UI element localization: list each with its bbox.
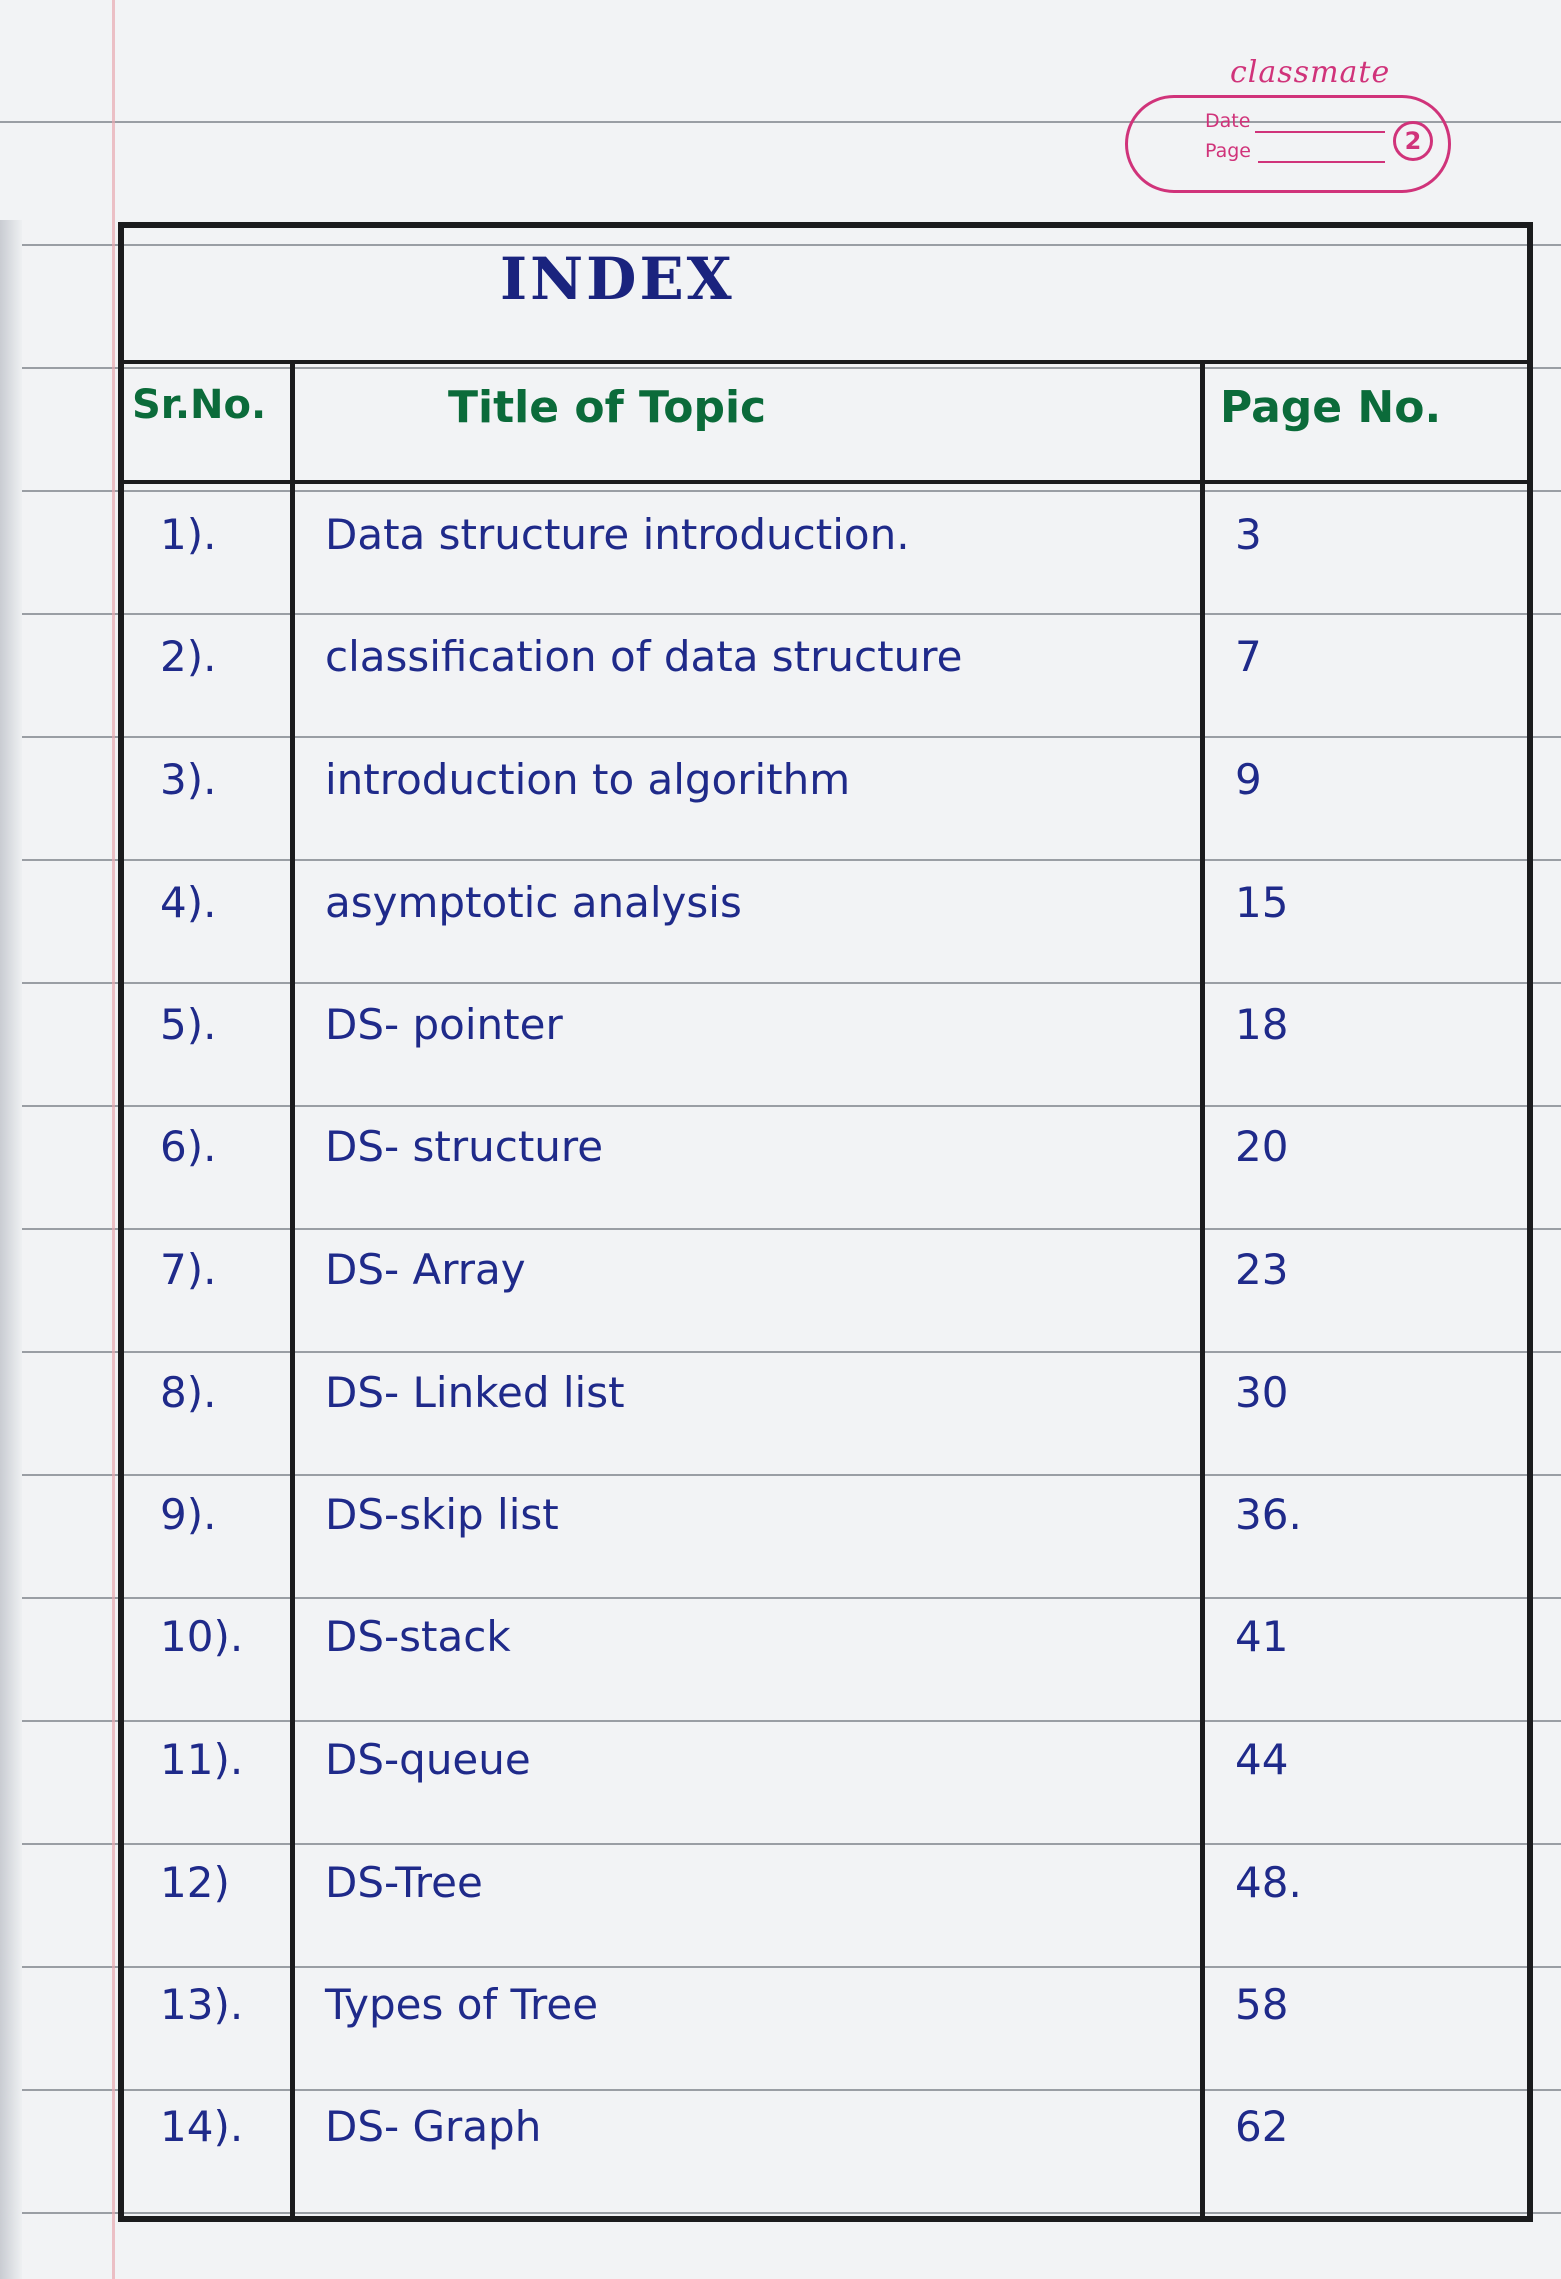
row-title: asymptotic analysis — [325, 878, 742, 927]
row-page: 41 — [1235, 1612, 1289, 1661]
page-number: 2 — [1393, 121, 1433, 161]
title-divider — [120, 360, 1532, 364]
row-title: Types of Tree — [325, 1980, 599, 2029]
row-page: 9 — [1235, 755, 1262, 804]
date-label: Date — [1205, 110, 1251, 132]
row-page: 58 — [1235, 1980, 1289, 2029]
column-header-title: Title of Topic — [448, 382, 767, 433]
row-sr: 6). — [160, 1122, 217, 1171]
header-divider — [120, 480, 1532, 484]
row-sr: 2). — [160, 632, 217, 681]
row-page: 7 — [1235, 632, 1262, 681]
row-sr: 8). — [160, 1368, 217, 1417]
page-label: Page — [1205, 140, 1251, 162]
row-title: DS- Graph — [325, 2102, 542, 2151]
margin-line — [112, 0, 115, 2279]
row-title: DS- structure — [325, 1122, 604, 1171]
page-title: INDEX — [500, 245, 735, 313]
row-page: 15 — [1235, 878, 1289, 927]
row-title: DS- pointer — [325, 1000, 563, 1049]
row-title: DS-skip list — [325, 1490, 559, 1539]
row-sr: 13). — [160, 1980, 244, 2029]
row-title: Data structure introduction. — [325, 510, 910, 559]
row-page: 44 — [1235, 1735, 1289, 1784]
column-header-sr-no: Sr.No. — [132, 382, 267, 428]
row-page: 36. — [1235, 1490, 1302, 1539]
row-page: 62 — [1235, 2102, 1289, 2151]
row-sr: 9). — [160, 1490, 217, 1539]
row-title: DS-Tree — [325, 1858, 483, 1907]
brand-logo: classmate — [1230, 55, 1391, 90]
row-sr: 10). — [160, 1612, 244, 1661]
column-divider-page — [1200, 362, 1205, 2217]
row-page: 3 — [1235, 510, 1262, 559]
page-line — [1258, 161, 1385, 163]
row-page: 23 — [1235, 1245, 1289, 1294]
row-page: 20 — [1235, 1122, 1289, 1171]
column-header-page-no: Page No. — [1220, 382, 1442, 433]
row-sr: 14). — [160, 2102, 244, 2151]
row-title: classification of data structure — [325, 632, 963, 681]
row-title: DS- Linked list — [325, 1368, 625, 1417]
row-title: introduction to algorithm — [325, 755, 851, 804]
row-title: DS-queue — [325, 1735, 531, 1784]
row-title: DS- Array — [325, 1245, 526, 1294]
row-sr: 5). — [160, 1000, 217, 1049]
row-page: 48. — [1235, 1858, 1302, 1907]
row-sr: 12) — [160, 1858, 230, 1907]
page-edge-shadow — [0, 220, 22, 2279]
row-sr: 1). — [160, 510, 217, 559]
row-sr: 3). — [160, 755, 217, 804]
row-sr: 11). — [160, 1735, 244, 1784]
row-page: 18 — [1235, 1000, 1289, 1049]
row-title: DS-stack — [325, 1612, 511, 1661]
notebook-header-stamp — [1125, 55, 1455, 195]
date-line — [1255, 131, 1385, 133]
row-sr: 4). — [160, 878, 217, 927]
column-divider-sr — [290, 362, 295, 2217]
row-sr: 7). — [160, 1245, 217, 1294]
row-page: 30 — [1235, 1368, 1289, 1417]
